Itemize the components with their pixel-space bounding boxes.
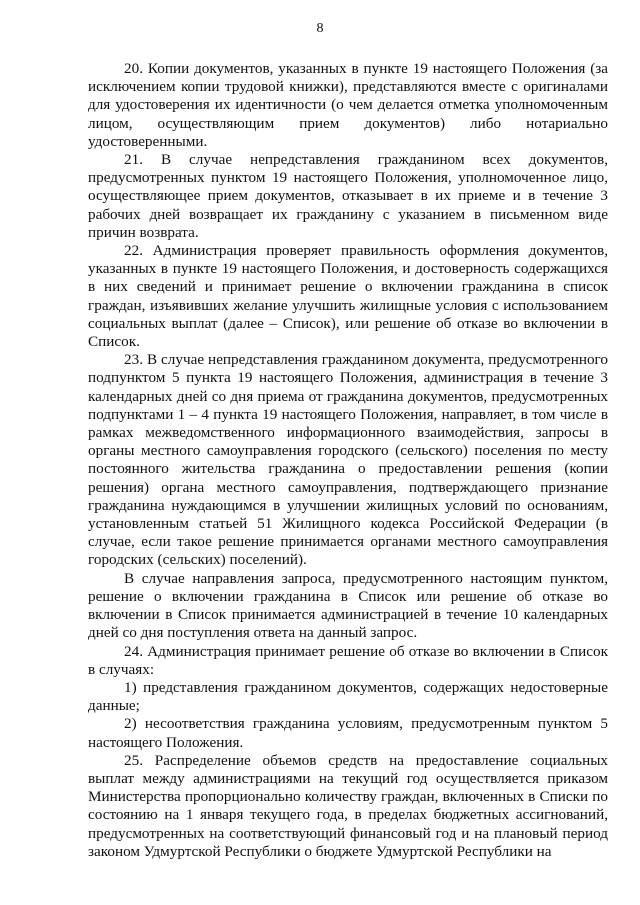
paragraph-23-continued: В случае направления запроса, предусмотренного настоящим пунктом, решение о включении гражданина в Список или решение об отказе во включении в Список принимается администрацией в течение 10 календарных дней со дня поступления ответа на данный запрос. bbox=[88, 569, 608, 642]
paragraph-24: 24. Администрация принимает решение об отказе во включении в Список в случаях: bbox=[88, 642, 608, 678]
paragraph-24-item-2: 2) несоответствия гражданина условиям, предусмотренным пунктом 5 настоящего Положения. bbox=[88, 715, 608, 751]
document-body bbox=[88, 60, 608, 861]
page-number: 8 bbox=[316, 21, 324, 36]
paragraph-25: 25. Распределение объемов средств на предоставление социальных выплат между администрациями на текущий год осуществляется приказом Министерства пропорционально количеству граждан, включенных в Списки по состоянию на 1 января текущего года, в пределах бюджетных ассигнований, предусмотренных на соответствующий финансовый год и на плановый период законом Удмуртской Республики о бюджете Удмуртской Республики на bbox=[88, 751, 608, 860]
paragraph-22: 22. Администрация проверяет правильность оформления документов, указанных в пункте 19 настоящего Положения, и достоверность содержащихся в них сведений и принимает решение о включении гражданина в список граждан, изъявивших желание улучшить жилищные условия с использованием социальных выплат (далее – Список), или решение об отказе во включении в Список. bbox=[88, 242, 608, 351]
paragraph-24-item-1: 1) представления гражданином документов, содержащих недостоверные данные; bbox=[88, 678, 608, 715]
paragraph-21: 21. В случае непредставления гражданином всех документов, предусмотренных пунктом 19 настоящего Положения, уполномоченное лицо, осуществляющее прием документов, отказывает в их приеме и в течение 3 рабочих дней возвращает их гражданину с указанием в письменном виде причин возврата. bbox=[88, 151, 608, 241]
paragraph-23: 23. В случае непредставления гражданином документа, предусмотренного подпунктом 5 пункта 19 настоящего Положения, администрация в течение 3 календарных дней со дня приема от гражданина документов, предусмотренных подпунктами 1 – 4 пункта 19 настоящего Положения, направляет, в том числе в рамках межведомственного информационного взаимодействия, запросы в органы местного самоуправления городского (сельского) поселения по месту постоянного жительства гражданина о предоставлении решения (копии решения) органа местного самоуправления, подтверждающего признание гражданина нуждающимся в улучшении жилищных условий по основаниям, установленным статьей 51 Жилищного кодекса Российской Федерации (в случае, если такое решение принимается органами местного самоуправления городских (сельских) поселений). bbox=[88, 351, 608, 569]
paragraph-20: 20. Копии документов, указанных в пункте 19 настоящего Положения (за исключением копии трудовой книжки), представляются вместе с оригиналами для удостоверения их идентичности (о чем делается отметка уполномоченным лицом, осуществляющим прием документов) либо нотариально удостоверенными. bbox=[88, 60, 608, 150]
